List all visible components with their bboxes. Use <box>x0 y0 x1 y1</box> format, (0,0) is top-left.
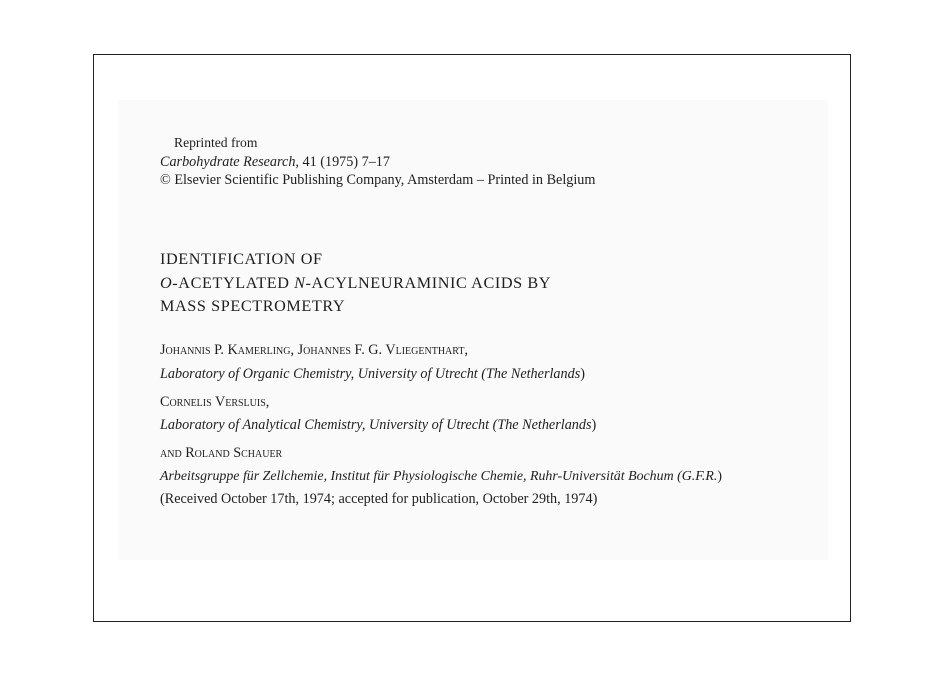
copyright-line: © Elsevier Scientific Publishing Company, Amsterdam – Printed in Belgium <box>160 172 596 188</box>
journal-name: Carbohydrate Research <box>160 154 296 170</box>
journal-citation <box>160 154 390 170</box>
received-dates: (Received October 17th, 1974; accepted for publication, October 29th, 1974) <box>160 491 598 507</box>
reprint-notice: Reprinted from <box>174 135 258 150</box>
author-names-2: Cornelis Versluis, <box>160 394 270 410</box>
author-names-1: Johannis P. Kamerling, Johannes F. G. Vliegenthart, <box>160 342 468 358</box>
affiliation-2: Laboratory of Analytical Chemistry, University of Utrecht (The Netherlands) <box>160 417 597 433</box>
affiliation-1: Laboratory of Organic Chemistry, University of Utrecht (The Netherlands) <box>160 366 585 382</box>
affiliation-3: Arbeitsgruppe für Zellchemie, Institut für Physiologische Chemie, Ruhr-Universität Bochum (G.F.R.) <box>160 469 722 484</box>
author-names-3: and Roland Schauer <box>160 445 283 461</box>
title-line-1: IDENTIFICATION OF <box>160 250 323 268</box>
journal-volume-pages: , 41 (1975) 7–17 <box>295 154 390 170</box>
title-line-3: MASS SPECTROMETRY <box>160 297 346 315</box>
title-line-2: O-ACETYLATED N-ACYLNEURAMINIC ACIDS BY <box>160 274 552 292</box>
